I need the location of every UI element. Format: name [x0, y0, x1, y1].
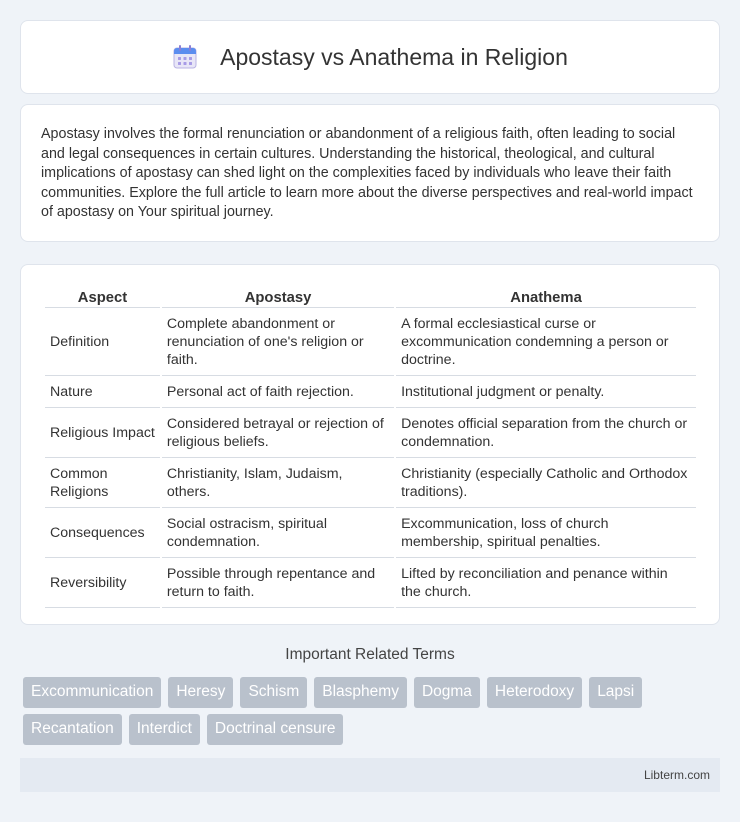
footer-site-link[interactable]: Libterm.com: [643, 768, 710, 782]
row-anathema: Denotes official separation from the church or condemnation.: [396, 409, 696, 458]
table-row: [45, 459, 696, 508]
table-row: [45, 509, 696, 558]
header-card: [20, 20, 720, 94]
row-anathema: A formal ecclesiastical curse or excommunication condemning a person or doctrine.: [396, 309, 696, 376]
tag-lapsi[interactable]: Lapsi: [589, 677, 642, 708]
related-terms-title: Important Related Terms: [285, 646, 455, 663]
table-row: [45, 377, 696, 408]
row-apostasy: Considered betrayal or rejection of religious beliefs.: [162, 409, 394, 458]
row-apostasy: Christianity, Islam, Judaism, others.: [162, 459, 394, 508]
row-aspect: Consequences: [45, 509, 160, 558]
row-anathema: Institutional judgment or penalty.: [396, 377, 696, 408]
row-anathema: Lifted by reconciliation and penance within the church.: [396, 559, 696, 608]
tag-schism[interactable]: Schism: [240, 677, 307, 708]
table-row: [45, 409, 696, 458]
row-anathema: Excommunication, loss of church membership, spiritual penalties.: [396, 509, 696, 558]
row-aspect: Common Religions: [45, 459, 160, 508]
tag-heresy[interactable]: Heresy: [168, 677, 233, 708]
table-row: [45, 309, 696, 376]
table-header-row: [45, 286, 696, 308]
footer: [20, 758, 720, 792]
intro-text: Apostasy involves the formal renunciation or abandonment of a religious faith, often leading to social and legal consequences in certain cultures. Understanding the historical, theological, and cultural implications of apostasy can shed light on the complexities faced by individuals who leave their faith communities. Explore the full article to learn more about the diverse perspectives and real-world impact of apostasy on Your spiritual journey.: [41, 126, 693, 220]
header-anathema: Anathema: [396, 286, 696, 308]
comparison-table: [43, 285, 698, 609]
tag-excommunication[interactable]: Excommunication: [23, 677, 161, 708]
tag-doctrinal-censure[interactable]: Doctrinal censure: [207, 714, 344, 745]
comparison-table-card: [20, 264, 720, 625]
row-aspect: Religious Impact: [45, 409, 160, 458]
tag-dogma[interactable]: Dogma: [414, 677, 480, 708]
row-aspect: Definition: [45, 309, 160, 376]
row-apostasy: Social ostracism, spiritual condemnation.: [162, 509, 394, 558]
row-apostasy: Personal act of faith rejection.: [162, 377, 394, 408]
header-aspect: Aspect: [45, 286, 160, 308]
intro-card: [20, 104, 720, 242]
tag-interdict[interactable]: Interdict: [129, 714, 200, 745]
header-apostasy: Apostasy: [162, 286, 394, 308]
page-title: Apostasy vs Anathema in Religion: [220, 43, 568, 70]
row-apostasy: Possible through repentance and return to faith.: [162, 559, 394, 608]
table-row: [45, 559, 696, 608]
tag-blasphemy[interactable]: Blasphemy: [314, 677, 407, 708]
tag-recantation[interactable]: Recantation: [23, 714, 122, 745]
row-aspect: Reversibility: [45, 559, 160, 608]
tag-heterodoxy[interactable]: Heterodoxy: [487, 677, 582, 708]
row-aspect: Nature: [45, 377, 160, 408]
related-terms-list: [23, 677, 723, 751]
row-anathema: Christianity (especially Catholic and Orthodox traditions).: [396, 459, 696, 508]
row-apostasy: Complete abandonment or renunciation of one's religion or faith.: [162, 309, 394, 376]
calendar-icon: [172, 44, 198, 70]
